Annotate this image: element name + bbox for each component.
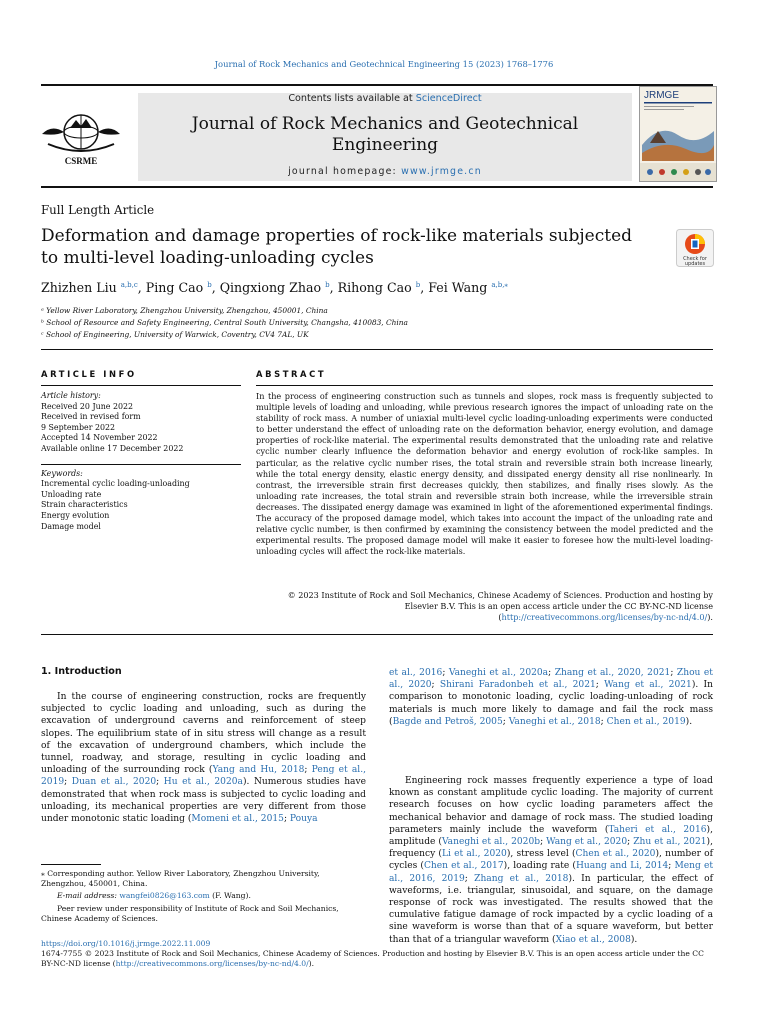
citation-link[interactable]: Pouya (289, 814, 318, 825)
citation-link[interactable]: Wang et al., 2021 (604, 680, 692, 691)
csrme-logo (40, 108, 122, 166)
citation-link[interactable]: Chen et al., 2020 (575, 849, 656, 860)
paragraph-text: ; (600, 716, 607, 727)
corresponding-author-note: ⁎ Corresponding author. Yellow River Laboratory, Zhengzhou University, Zhengzhou, 450001, China. (41, 869, 320, 889)
sciencedirect-link[interactable]: ScienceDirect (415, 93, 482, 104)
paragraph-text: ), amplitude ( (389, 824, 713, 848)
email-suffix: (F. Wang). (209, 891, 251, 900)
paragraph-text: ; (64, 777, 72, 788)
affiliation: ᵇ School of Resource and Safety Engineering, Central South University, Changsha, 410083, China (41, 318, 408, 327)
affiliation: ᵃ Yellow River Laboratory, Zhengzhou University, Zhengzhou, 450001, China (41, 306, 328, 315)
citation-link[interactable]: Chen et al., 2019 (606, 716, 686, 727)
history-label: Article history: (41, 391, 101, 400)
issn-license-line (41, 949, 713, 970)
citation-link[interactable]: et al., 2016 (389, 668, 443, 678)
keywords-label: Keywords: (41, 468, 83, 478)
affiliation-rule (41, 349, 713, 350)
contents-availability (138, 93, 632, 104)
keyword: Strain characteristics (41, 500, 128, 510)
citation-link[interactable]: Yang and Hu, 2018 (212, 765, 305, 776)
license-link[interactable]: http://creativecommons.org/licenses/by-nc-nd/4.0/ (501, 612, 708, 623)
paragraph-text: ; (668, 861, 675, 872)
history-entry: Available online 17 December 2022 (41, 443, 184, 453)
copyright-text: © 2023 Institute of Rock and Soil Mechanics, Chinese Academy of Sciences. Production and hosting by Elsevier B.V. This is an open access article under the CC BY-NC-ND license ( (287, 590, 713, 623)
paragraph-text: ), loading rate ( (503, 861, 576, 872)
abstract-bottom-rule (41, 634, 713, 635)
author-affiliation-marks[interactable]: b (325, 280, 330, 289)
crossmark-caption: Check for updates (683, 256, 707, 267)
abstract-heading: ABSTRACT (256, 369, 327, 379)
keyword: Energy evolution (41, 510, 110, 520)
paragraph-text: ; (595, 680, 605, 691)
copyright-end: ). (707, 612, 713, 623)
citation-link[interactable]: Zhu et al., 2021 (633, 837, 707, 848)
journal-cover-image (640, 87, 716, 181)
paragraph-text: ), number of cycles ( (389, 849, 714, 872)
paragraph-text: ; (548, 668, 555, 678)
citation-link[interactable]: Duan et al., 2020 (71, 777, 157, 788)
author-name[interactable]: Ping Cao (145, 280, 204, 295)
doi-link[interactable]: https://doi.org/10.1016/j.jrmge.2022.11.009 (41, 939, 211, 948)
abstract-text: In the process of engineering construction such as tunnels and slopes, rock mass is frequently subjected to multiple levels of loading and unloading, while previous research ignores the impact of unloading rate on the stability of rock mass. A number of uniaxial multi-level cyclic loading-unloading experiments were conducted to better understand the effect of unloading rate on the deformation behavior, energy evolution, and damage properties of rock-like material. The experimental results demonstrated that the unloading rate and relative cyclic number clearly influence the deformation behavior and energy evolution of rock-like samples. In particular, as the relative cyclic number rises, the total strain and reversible strain both increase linearly, while the total energy density, elastic energy density, and dissipated energy density all rise nonlinearly. In contrast, the irreversible strain first decreases quickly, then stabilizes, and finally rises slowly. As the unloading rate increases, the total strain and reversible strain both increase, while the irreversible strain decreases. The dissipated energy damage was examined in light of the aforementioned experimental findings. The accuracy of the proposed damage model, which takes into account the impact of the unloading rate and relative cyclic number, is then confirmed by examining the consistency between the model predicted and the experimental results. The proposed damage model will make it easier to foresee how the multi-level loading-unloading cycles will affect the rock-like materials. (256, 391, 713, 557)
citation-link[interactable]: Xiao et al., 2008 (555, 934, 631, 945)
paragraph-text: ; (304, 765, 312, 776)
citation-link[interactable]: Vaneghi et al., 2020b (441, 837, 541, 848)
email-link[interactable]: wangfei0826@163.com (119, 891, 210, 900)
citation-link[interactable]: Chen et al., 2017 (423, 861, 504, 872)
issn-text: 1674-7755 © 2023 Institute of Rock and Soil Mechanics, Chinese Academy of Sciences. Production and hosting by Elsevier B.V. This is an open access article under the CC BY-NC-ND license ( (41, 949, 704, 969)
footnote-rule (41, 864, 101, 865)
author-affiliation-marks[interactable]: a,b,c (120, 280, 138, 289)
paragraph-text: ). In comparison to monotonic loading, cyclic loading-unloading of rock materials is much more likely to damage and fail the rock mass ( (389, 680, 713, 727)
journal-cover-thumbnail[interactable] (639, 86, 717, 182)
paragraph-text: ). (630, 934, 638, 945)
affiliation: ᶜ School of Engineering, University of Warwick, Coventry, CV4 7AL, UK (41, 330, 309, 339)
citation-link[interactable]: Momeni et al., 2015 (191, 814, 284, 825)
keyword: Damage model (41, 521, 101, 531)
footer-license-link[interactable]: http://creativecommons.org/licenses/by-nc-nd/4.0/ (115, 959, 309, 969)
paragraph-text: ; (156, 777, 164, 788)
keyword: Unloading rate (41, 489, 102, 499)
issn-end: ). (308, 959, 315, 969)
citation-link[interactable]: Zhou et al., 2020 (389, 668, 713, 691)
paragraph-text: ; (670, 668, 677, 678)
author-name[interactable]: Fei Wang (428, 280, 488, 295)
keyword: Incremental cyclic loading-unloading (41, 479, 190, 489)
logo-text: CSRME (64, 156, 98, 166)
cover-title: JRMGE (644, 90, 679, 101)
history-entry: Received 20 June 2022 (41, 401, 134, 411)
email-label: E-mail address: (57, 891, 120, 900)
citation-link[interactable]: Zhang et al., 2020, 2021 (554, 668, 671, 678)
citation-link[interactable]: Li et al., 2020 (442, 849, 507, 860)
section-heading-introduction: 1. Introduction (41, 666, 122, 677)
citation-link[interactable]: Huang and Li, 2014 (575, 861, 669, 872)
citation-link[interactable]: Zhang et al., 2018 (474, 873, 569, 884)
paragraph-text: ). In particular, the effect of waveforms, i.e. triangular, sinusoidal, and square, on the damage response of rock was investigated. The results showed that the cumulative fatigue damage of rock impacted by a cyclic loading of a sine waveform is worse than that of a square waveform, but better than that of a triangular waveform ( (389, 873, 713, 945)
citation-link[interactable]: Vaneghi et al., 2020a (448, 668, 549, 678)
email-note (41, 891, 366, 901)
author-name[interactable]: Qingxiong Zhao (219, 280, 322, 295)
paragraph-text: ). (685, 716, 693, 727)
paragraph-text: ; (540, 837, 547, 848)
citation-link[interactable]: Taheri et al., 2016 (608, 824, 707, 835)
citation-link[interactable]: Meng et al., 2016, 2019 (389, 861, 714, 884)
paragraph-text: Engineering rock masses frequently experience a type of load known as constant amplitude cyclic loading. The majority of current research focuses on how cyclic loading parameters affect the mechanical behavior and damage of rock mass. The studied loading parameters mainly include the waveform ( (389, 776, 713, 835)
paragraph-text: ), stress level ( (506, 849, 576, 860)
article-info-rule (41, 385, 241, 386)
intro-paragraph (389, 775, 713, 946)
keywords-rule (41, 464, 241, 465)
article-info-heading: ARTICLE INFO (41, 369, 137, 379)
paragraph-text: ), frequency ( (389, 837, 713, 860)
history-entry: Accepted 14 November 2022 (41, 433, 158, 443)
author-name[interactable]: Rihong Cao (337, 280, 412, 295)
citation-link[interactable]: Hu et al., 2020a (163, 777, 243, 788)
paragraph-text: In the course of engineering construction, rocks are frequently subjected to cyclic loading and unloading, such as during the excavation of underground caverns and reinforcement of steep slopes. The equilibrium state of in situ stress will change as a result of the excavation of underground chambers, which include the tunnel, roadway, and storage, resulting in cyclic loading and unloading of the surrounding rock ( (41, 692, 366, 776)
author-name[interactable]: Zhizhen Liu (41, 280, 117, 295)
article-title: Deformation and damage properties of rock-like materials subjected to multi-level loading-unloading cycles (41, 226, 633, 268)
author-affiliation-marks[interactable]: b (415, 280, 421, 289)
citation-link[interactable]: Peng et al., 2019 (41, 765, 366, 788)
intro-paragraph-continued (389, 667, 713, 728)
article-type: Full Length Article (41, 203, 155, 217)
journal-citation[interactable]: Journal of Rock Mechanics and Geotechnical Engineering 15 (2023) 1768–1776 (214, 59, 554, 69)
homepage-link[interactable]: www.jrmge.cn (401, 166, 482, 177)
history-entry: Received in revised form (41, 412, 141, 422)
author-affiliation-marks[interactable]: a,b,⁎ (491, 280, 508, 289)
contents-prefix: Contents lists available at (288, 93, 416, 104)
article-info (41, 391, 241, 532)
paragraph-text: ; (283, 814, 290, 825)
author-affiliation-marks[interactable]: b (207, 280, 212, 289)
abstract-rule (256, 385, 713, 386)
citation-link[interactable]: Wang et al., 2020 (546, 837, 628, 848)
journal-title: Journal of Rock Mechanics and Geotechnical Engineering (191, 114, 579, 155)
citation-link[interactable]: Vaneghi et al., 2018 (508, 716, 601, 727)
citation-link[interactable]: Shirani Faradonbeh et al., 2021 (439, 680, 596, 691)
check-for-updates-icon[interactable] (676, 229, 714, 267)
history-entry: 9 September 2022 (41, 422, 116, 432)
homepage-prefix: journal homepage: (288, 166, 402, 177)
peer-review-note: Peer review under responsibility of Institute of Rock and Soil Mechanics, Chinese Academy of Sciences. (41, 904, 339, 924)
paragraph-text: ; (431, 680, 440, 691)
author-list: Zhizhen Liu $^{a,b,c}$, Ping Cao $^b$, Qingxiong Zhao $^b$, Rihong Cao $^b$, Fei Wang $^{a,b,⁎}$ (41, 280, 508, 295)
paragraph-text: ; (442, 668, 449, 678)
citation-link[interactable]: Bagde and Petroš, 2005 (392, 716, 503, 727)
paragraph-text: ; (502, 716, 509, 727)
abstract-copyright (256, 590, 713, 623)
paragraph-text: ). Numerous studies have demonstrated that when rock mass is subjected to cyclic loading and unloading, its mechanical properties are very different from those under monotonic static loading ( (41, 777, 366, 825)
masthead-bottom-rule (41, 186, 713, 188)
paragraph-text: ; (464, 873, 475, 884)
paragraph-text: ; (627, 837, 634, 848)
intro-paragraph (41, 691, 366, 825)
header-rule (41, 84, 713, 86)
journal-homepage (138, 166, 632, 177)
